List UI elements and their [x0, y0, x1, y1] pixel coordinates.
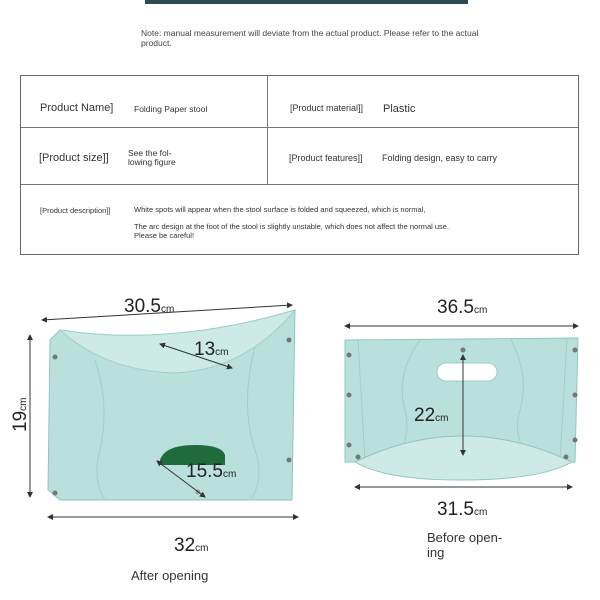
product-spec-table — [20, 75, 579, 255]
product-material-label: [Product material]] — [290, 103, 364, 113]
dimension-value: 19 — [10, 410, 31, 432]
table-column-divider — [267, 76, 268, 184]
product-features-label: [Product features]] — [289, 153, 363, 163]
dimension-value: 13 — [194, 339, 216, 360]
rivet — [53, 491, 58, 496]
rivet — [573, 393, 578, 398]
rivet — [347, 443, 352, 448]
product-size-value-line: See the fol- — [128, 148, 172, 158]
product-size-label: [Product size]] — [39, 152, 109, 164]
before-opening-caption — [427, 530, 502, 560]
measurement-note: Note: manual measurement will deviate from the actual product. Please refer to the actual product. — [141, 28, 479, 48]
right-width-bottom-label — [437, 499, 487, 521]
left-opening-label — [186, 461, 236, 483]
after-opening-caption: After opening — [131, 568, 209, 583]
dimension-figure — [0, 285, 600, 600]
left-width-bottom-label — [174, 535, 208, 557]
right-width-top-label — [437, 297, 487, 319]
dimension-unit: cm — [222, 469, 237, 480]
left-height-label — [10, 398, 32, 432]
caption-line: Before open- — [427, 530, 503, 545]
rivet — [287, 458, 292, 463]
product-size-value-line: lowing figure — [128, 157, 176, 167]
rivet — [287, 338, 292, 343]
rivet — [347, 353, 352, 358]
product-features-value: Folding design, easy to carry — [382, 153, 498, 163]
product-description-line: The arc design at the foot of the stool is slightly unstable, which does not affect the normal use. — [134, 222, 450, 231]
dimension-value: 36.5 — [437, 297, 474, 318]
rivet — [356, 455, 361, 460]
rivet — [564, 455, 569, 460]
rivet — [53, 355, 58, 360]
product-description-label: [Product description]] — [40, 206, 111, 215]
carry-handle-slot — [437, 363, 497, 381]
dimension-unit: cm — [195, 543, 209, 554]
dimension-value: 32 — [174, 535, 196, 556]
rivet — [573, 438, 578, 443]
dimension-unit: cm — [160, 304, 175, 315]
product-name-value: Folding Paper stool — [134, 104, 208, 114]
dimension-unit: cm — [473, 305, 488, 316]
dimension-unit: cm — [435, 413, 449, 424]
right-height-label — [414, 405, 448, 427]
top-banner-bar — [145, 0, 468, 4]
dimension-value: 30.5 — [124, 296, 161, 317]
dimension-value: 15.5 — [186, 461, 223, 482]
dimension-value: 22 — [414, 405, 436, 426]
product-name-label: Product Name] — [40, 102, 114, 114]
left-seat-depth-label — [194, 339, 228, 361]
table-row-divider — [21, 184, 578, 185]
stool-illustrations — [0, 285, 600, 600]
table-row-divider — [21, 127, 578, 128]
dimension-value: 31.5 — [437, 499, 474, 520]
opened-stool-illustration — [30, 305, 298, 517]
rivet — [347, 393, 352, 398]
left-width-top-label — [124, 296, 174, 318]
flat-stool-illustration — [345, 326, 578, 487]
dimension-unit: cm — [215, 347, 229, 358]
dimension-unit: cm — [473, 507, 488, 518]
product-size-value — [128, 149, 176, 167]
product-material-value: Plastic — [383, 103, 416, 115]
product-description-line: Please be careful! — [134, 231, 195, 240]
caption-line: ing — [427, 545, 445, 560]
rivet — [573, 348, 578, 353]
rivet — [461, 348, 466, 353]
dimension-unit: cm — [18, 397, 29, 411]
product-description-line: White spots will appear when the stool surface is folded and squeezed, which is normal, — [134, 205, 426, 214]
